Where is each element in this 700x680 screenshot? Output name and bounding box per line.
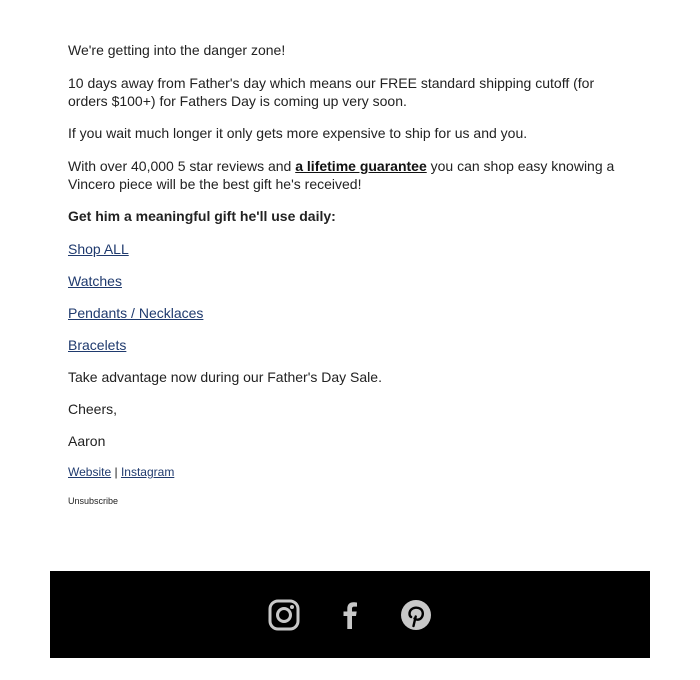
instagram-link[interactable]: Instagram	[120, 465, 175, 479]
instagram-icon[interactable]	[268, 599, 300, 631]
pinterest-icon[interactable]	[400, 599, 432, 631]
watches-link[interactable]: Watches	[68, 273, 122, 289]
bracelets-link[interactable]: Bracelets	[68, 337, 127, 353]
shop-all-link[interactable]: Shop ALL	[68, 241, 129, 257]
cta-heading: Get him a meaningful gift he'll use daily:	[68, 208, 336, 224]
intro-text: We're getting into the danger zone!	[68, 42, 286, 58]
website-link[interactable]: Website	[68, 465, 112, 479]
wait-text: If you wait much longer it only gets more expensive to ship for us and you.	[68, 125, 528, 141]
lifetime-guarantee-link[interactable]: a lifetime guarantee	[295, 158, 427, 174]
signoff-text: Cheers,	[68, 401, 118, 417]
link-separator: |	[114, 465, 118, 479]
reviews-after: you can shop easy knowing a Vincero piece will be the best gift he's received!	[68, 158, 615, 192]
unsubscribe-link[interactable]: Unsubscribe	[68, 496, 119, 506]
reviews-before: With over 40,000 5 star reviews and	[68, 158, 296, 174]
sale-text: Take advantage now during our Father's Day Sale.	[68, 369, 382, 385]
signature-text: Aaron	[68, 433, 106, 449]
pendants-necklaces-link[interactable]: Pendants / Necklaces	[68, 305, 204, 321]
shipping-text: 10 days away from Father's day which means our FREE standard shipping cutoff (for orders $100+) for Fathers Day is coming up very soon.	[68, 75, 595, 109]
social-footer	[50, 571, 650, 658]
facebook-icon[interactable]	[334, 599, 366, 631]
reviews-text	[68, 157, 628, 193]
